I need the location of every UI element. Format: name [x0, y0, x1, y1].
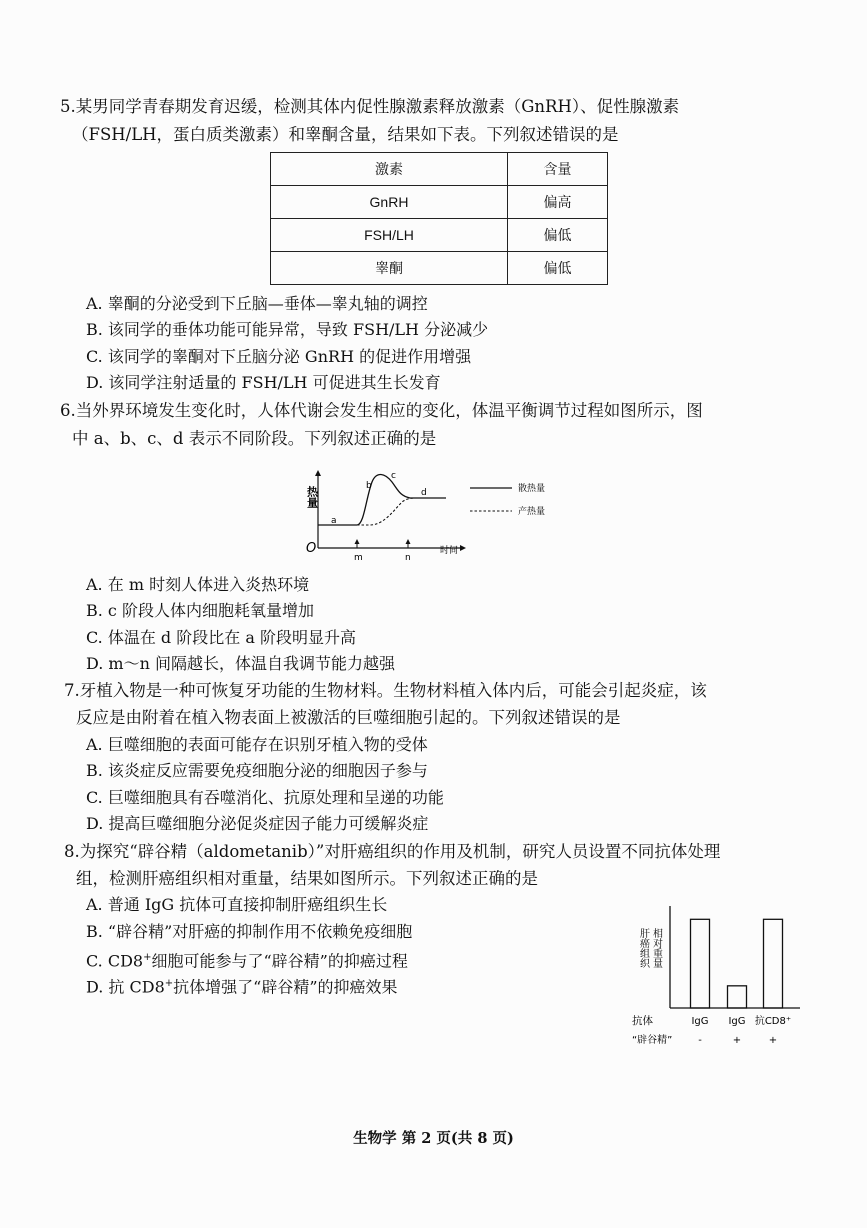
table-row	[271, 186, 608, 219]
q6-stem-line1: 6.当外界环境发生变化时，人体代谢会发生相应的变化，体温平衡调节过程如图所示，图	[60, 401, 703, 420]
q8-stem-line1: 8.为探究“辟谷精（aldometanib）”对肝癌组织的作用及机制，研究人员设置不同抗体处理	[64, 842, 721, 861]
heat-production-curve	[357, 498, 416, 525]
q6-option-d: D. m～n 间隔越长，体温自我调节能力越强	[86, 654, 395, 673]
chart-bars	[691, 919, 783, 1008]
q5-stem-line2: （FSH/LH，蛋白质类激素）和睾酮含量，结果如下表。下列叙述错误的是	[72, 125, 619, 144]
q8-option-d-sup: +	[164, 978, 174, 989]
q7-stem-line1: 7.牙植入物是一种可恢复牙功能的生物材料。生物材料植入体内后，可能会引起炎症，该	[64, 681, 707, 700]
q8-option-c-prefix: C. CD8	[86, 951, 144, 971]
q8-option-c	[86, 947, 408, 972]
chart-category-label: IgG	[728, 1016, 746, 1027]
chart-bar	[728, 986, 747, 1008]
n-label: n	[405, 553, 411, 563]
heat-balance-figure	[300, 462, 570, 566]
stage-c-label: c	[391, 471, 396, 481]
chart-category-labels	[691, 1014, 791, 1046]
table-row	[271, 252, 608, 285]
m-arrow-icon	[355, 539, 360, 544]
table-header-cell: 激素	[271, 153, 508, 186]
q6-option-c: C. 体温在 d 阶段比在 a 阶段明显升高	[86, 628, 356, 647]
q5-stem-line1: 5.某男同学青春期发育迟缓，检测其体内促性腺激素释放激素（GnRH）、促性腺激素	[60, 97, 680, 116]
q8-option-d-prefix: D. 抗 CD8	[86, 977, 165, 997]
m-label: m	[354, 553, 363, 563]
chart-ylabel-line1: 肝癌组织	[637, 928, 649, 968]
table-cell: 睾酮	[271, 252, 508, 285]
stage-d-label: d	[421, 488, 427, 498]
q8-option-d	[86, 973, 398, 998]
y-axis-label: 热量	[305, 486, 319, 508]
table-cell: 偏低	[508, 219, 608, 252]
y-axis-arrow	[315, 470, 321, 476]
table-header-cell: 含量	[508, 153, 608, 186]
stage-b-label: b	[366, 481, 372, 491]
legend-dissipation-label: 散热量	[518, 484, 546, 494]
heat-dissipation-curve	[318, 475, 446, 526]
q8-option-b: B. “辟谷精”对肝癌的抑制作用不依赖免疫细胞	[86, 922, 413, 941]
chart-bar	[691, 919, 710, 1008]
chart-category-label: 抗CD8⁺	[754, 1016, 792, 1027]
chart-treatment-label: +	[768, 1035, 778, 1046]
q7-option-b: B. 该炎症反应需要免疫细胞分泌的细胞因子参与	[86, 761, 428, 780]
origin-label: O	[306, 541, 317, 556]
q6-stem-line2: 中 a、b、c、d 表示不同阶段。下列叙述正确的是	[72, 429, 437, 448]
table-header-row	[271, 153, 608, 186]
q5-option-a: A. 睾酮的分泌受到下丘脑—垂体—睾丸轴的调控	[86, 294, 428, 313]
q8-option-c-sup: +	[143, 952, 152, 963]
chart-row2-label: “辟谷精”	[632, 1035, 673, 1046]
table-cell: 偏高	[508, 186, 608, 219]
n-arrow-icon	[406, 539, 411, 544]
chart-ylabel-line2: 相对重量	[650, 928, 662, 968]
q8-option-c-rest: 细胞可能参与了“辟谷精”的抑癌过程	[151, 951, 408, 971]
table-cell: FSH/LH	[271, 219, 508, 252]
chart-treatment-label: +	[732, 1035, 742, 1046]
q7-option-d: D. 提高巨噬细胞分泌促炎症因子能力可缓解炎症	[86, 814, 429, 833]
hormone-table	[270, 152, 608, 285]
chart-row1-label: 抗体	[632, 1015, 653, 1027]
q7-stem-line2: 反应是由附着在植入物表面上被激活的巨噬细胞引起的。下列叙述错误的是	[76, 708, 621, 727]
page-footer: 生物学 第 2 页(共 8 页)	[353, 1130, 514, 1147]
q5-option-c: C. 该同学的睾酮对下丘脑分泌 GnRH 的促进作用增强	[86, 347, 472, 366]
liver-cancer-bar-chart	[630, 898, 815, 1048]
q5-option-b: B. 该同学的垂体功能可能异常，导致 FSH/LH 分泌减少	[86, 320, 489, 339]
table-row	[271, 219, 608, 252]
table-cell: 偏低	[508, 252, 608, 285]
q5-option-d: D. 该同学注射适量的 FSH/LH 可促进其生长发育	[86, 373, 441, 392]
q8-stem-line2: 组，检测肝癌组织相对重量，结果如图所示。下列叙述正确的是	[76, 869, 538, 888]
x-axis-label: 时间	[440, 546, 459, 556]
chart-treatment-label: -	[698, 1035, 702, 1046]
chart-bar	[764, 919, 783, 1008]
legend-production-label: 产热量	[518, 507, 546, 517]
stage-a-label: a	[331, 516, 337, 526]
q8-option-d-rest: 抗体增强了“辟谷精”的抑癌效果	[173, 977, 398, 997]
x-axis-arrow	[460, 545, 466, 551]
q7-option-a: A. 巨噬细胞的表面可能存在识别牙植入物的受体	[86, 735, 428, 754]
table-cell: GnRH	[271, 186, 508, 219]
chart-category-label: IgG	[691, 1016, 709, 1027]
q6-option-a: A. 在 m 时刻人体进入炎热环境	[86, 575, 310, 594]
q8-option-a: A. 普通 IgG 抗体可直接抑制肝癌组织生长	[86, 895, 388, 914]
q6-option-b: B. c 阶段人体内细胞耗氧量增加	[86, 601, 314, 620]
q7-option-c: C. 巨噬细胞具有吞噬消化、抗原处理和呈递的功能	[86, 788, 444, 807]
